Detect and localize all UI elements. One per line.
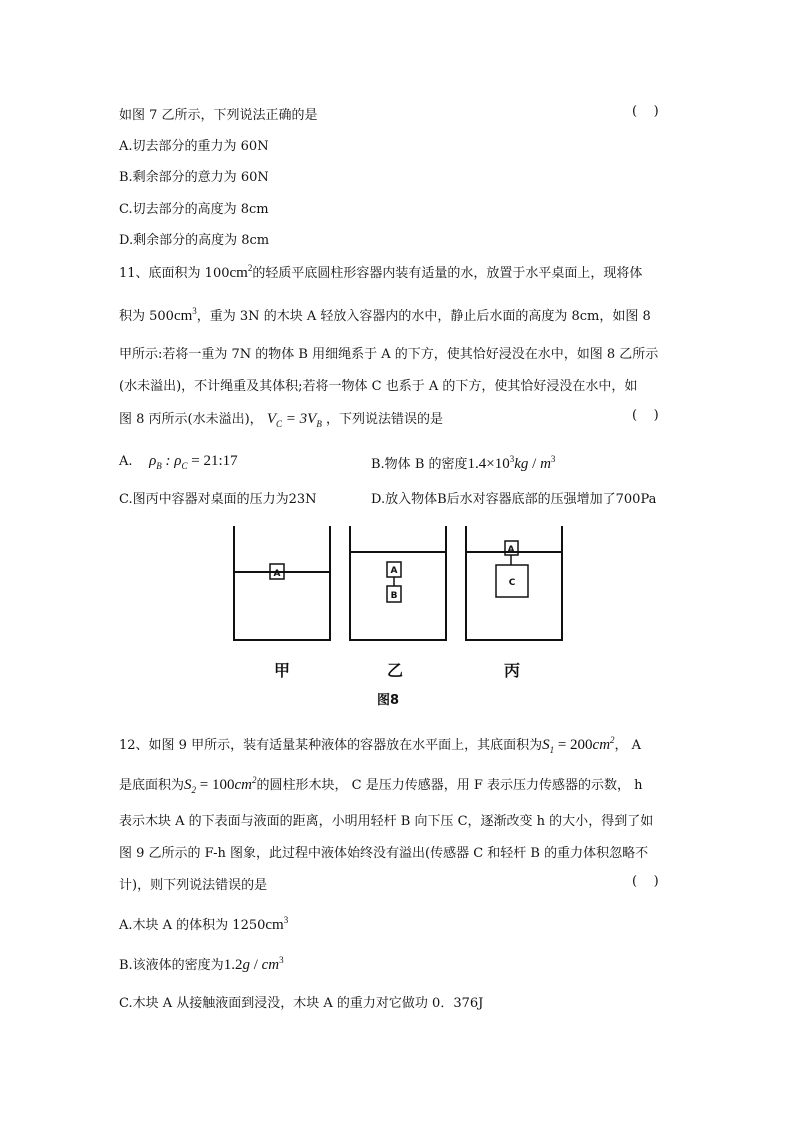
liquid-density-formula: $1.2g / cm^3$ (223, 955, 284, 973)
q10-answer-blank: ( ) (632, 104, 659, 119)
figure-8 (228, 522, 568, 716)
q10-option-b: B.剩余部分的意力为 60N (119, 170, 269, 185)
q10-option-a: A.切去部分的重力为 60N (119, 139, 269, 154)
q11-option-c: C.图丙中容器对桌面的压力为23N (119, 492, 317, 507)
figure-8-caption: 图8 (377, 693, 400, 708)
q11-option-d: D.放入物体B后水对容器底部的压强增加了700Pa (371, 492, 657, 507)
q12-line-2: 是底面积为$S_2 = 100cm^2$的圆柱形木块， C 是压力传感器，用 F 表示压力传感器的示数， h (119, 775, 643, 795)
q12-line-3: 表示木块 A 的下表面与液面的距离，小明用轻杆 B 向下压 C，逐渐改变 h 的大小，得到了如 (119, 814, 654, 829)
q11-line-2: 积为 $500cm^3$，重为 3N 的木块 A 轻放入容器内的水中，静止后水面的高度为 8cm，如图 8 (119, 306, 651, 324)
q12-line-1: 12、如图 9 甲所示，装有适量某种液体的容器放在水平面上，其底面积为$S_1 = 200cm^2$， A (119, 735, 642, 755)
q11-line-5: 图 8 丙所示(水未溢出)， $V_C = 3V_B$ ，下列说法错误的是 (119, 411, 443, 429)
panel-label-jia: 甲 (274, 661, 291, 680)
figure-8-drawing (228, 522, 568, 712)
q12-answer-blank: ( ) (632, 874, 659, 889)
q11-line-3: 甲所示:若将一重为 7N 的物体 B 用细绳系于 A 的下方，使其恰好浸没在水中，如图 8 乙所示 (119, 347, 659, 362)
q12-option-a: A.木块 A 的体积为 $1250cm^3$ (119, 915, 289, 933)
container-area-formula: $S_1 = 200cm^2$ (542, 735, 615, 755)
container-jia (234, 526, 330, 640)
q12-line-4: 图 9 乙所示的 F-h 图象，此过程中液体始终没有溢出(传感器 C 和轻杆 B 的重力体积忽略不 (119, 846, 649, 861)
block-label-c-bing: C (508, 578, 516, 588)
block-label-a-bing: A (507, 545, 515, 555)
panel-label-bing: 丙 (504, 661, 521, 680)
q12-option-c: C.木块 A 从接触液面到浸没，木块 A 的重力对它做功 0．376J (119, 996, 484, 1011)
block-label-a-yi: A (390, 566, 398, 576)
q12-option-b: B.该液体的密度为$1.2g / cm^3$ (119, 955, 284, 973)
q11-line-4: (水未溢出)，不计绳重及其体积;若将一物体 C 也系于 A 的下方，使其恰好浸没在水中，如 (119, 379, 638, 394)
container-yi (350, 526, 446, 640)
block-label-b-yi: B (390, 591, 398, 601)
q11-answer-blank: ( ) (632, 408, 659, 423)
q10-option-d: D.剩余部分的高度为 8cm (119, 233, 270, 248)
block-label-a-jia: A (273, 569, 281, 579)
block-area-formula: $S_2 = 100cm^2$ (184, 775, 257, 795)
q10-stem: 如图 7 乙所示，下列说法正确的是 (119, 108, 318, 123)
q11-option-a: A. $\rho_B$ : $\rho_C$ = 21:17 (119, 453, 238, 471)
q11-option-b: B.物体 B 的密度$1.4\times 10^3kg / m^3$ (371, 454, 556, 472)
density-ratio-formula: $\rho_B$ : $\rho_C$ = 21:17 (149, 453, 238, 471)
density-value-formula: $1.4\times 10^3kg / m^3$ (467, 454, 556, 472)
q12-line-5: 计)，则下列说法错误的是 (119, 878, 268, 893)
panel-label-yi: 乙 (387, 661, 404, 680)
q10-option-c: C.切去部分的高度为 8cm (119, 202, 269, 217)
q11-line-1: 11、底面积为 $100cm^2$的轻质平底圆柱形容器内装有适量的水，放置于水平桌面上，现将体 (119, 263, 643, 281)
volume-relation-formula: $V_C = 3V_B$ (266, 411, 322, 429)
